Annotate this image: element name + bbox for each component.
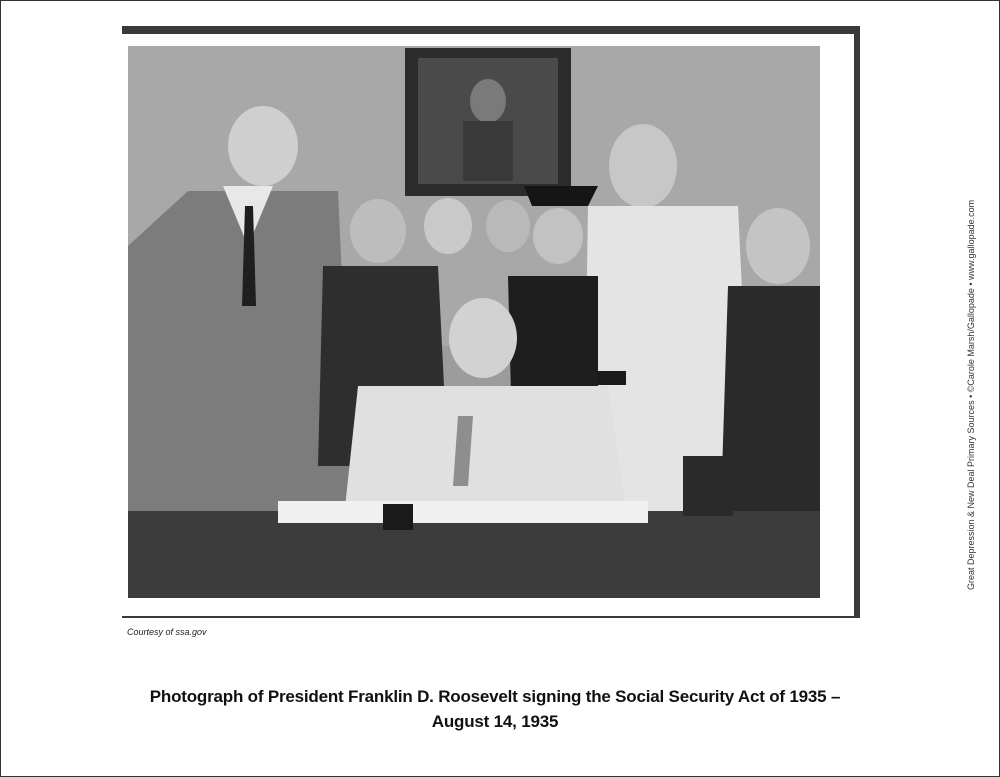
title-line-2: August 14, 1935	[431, 712, 559, 731]
photo-credit: Courtesy of ssa.gov	[127, 627, 207, 637]
desk	[128, 511, 820, 598]
document-title	[100, 684, 890, 734]
side-copyright-note: Great Depression & New Deal Primary Sources • ©Carole Marsh/Gallopade • www.gallopade.com	[966, 199, 976, 590]
historical-photograph	[128, 46, 820, 598]
title-line-1: Photograph of President Franklin D. Roosevelt signing the Social Security Act of 1935 –	[149, 687, 841, 706]
photo-illustration	[128, 46, 820, 598]
